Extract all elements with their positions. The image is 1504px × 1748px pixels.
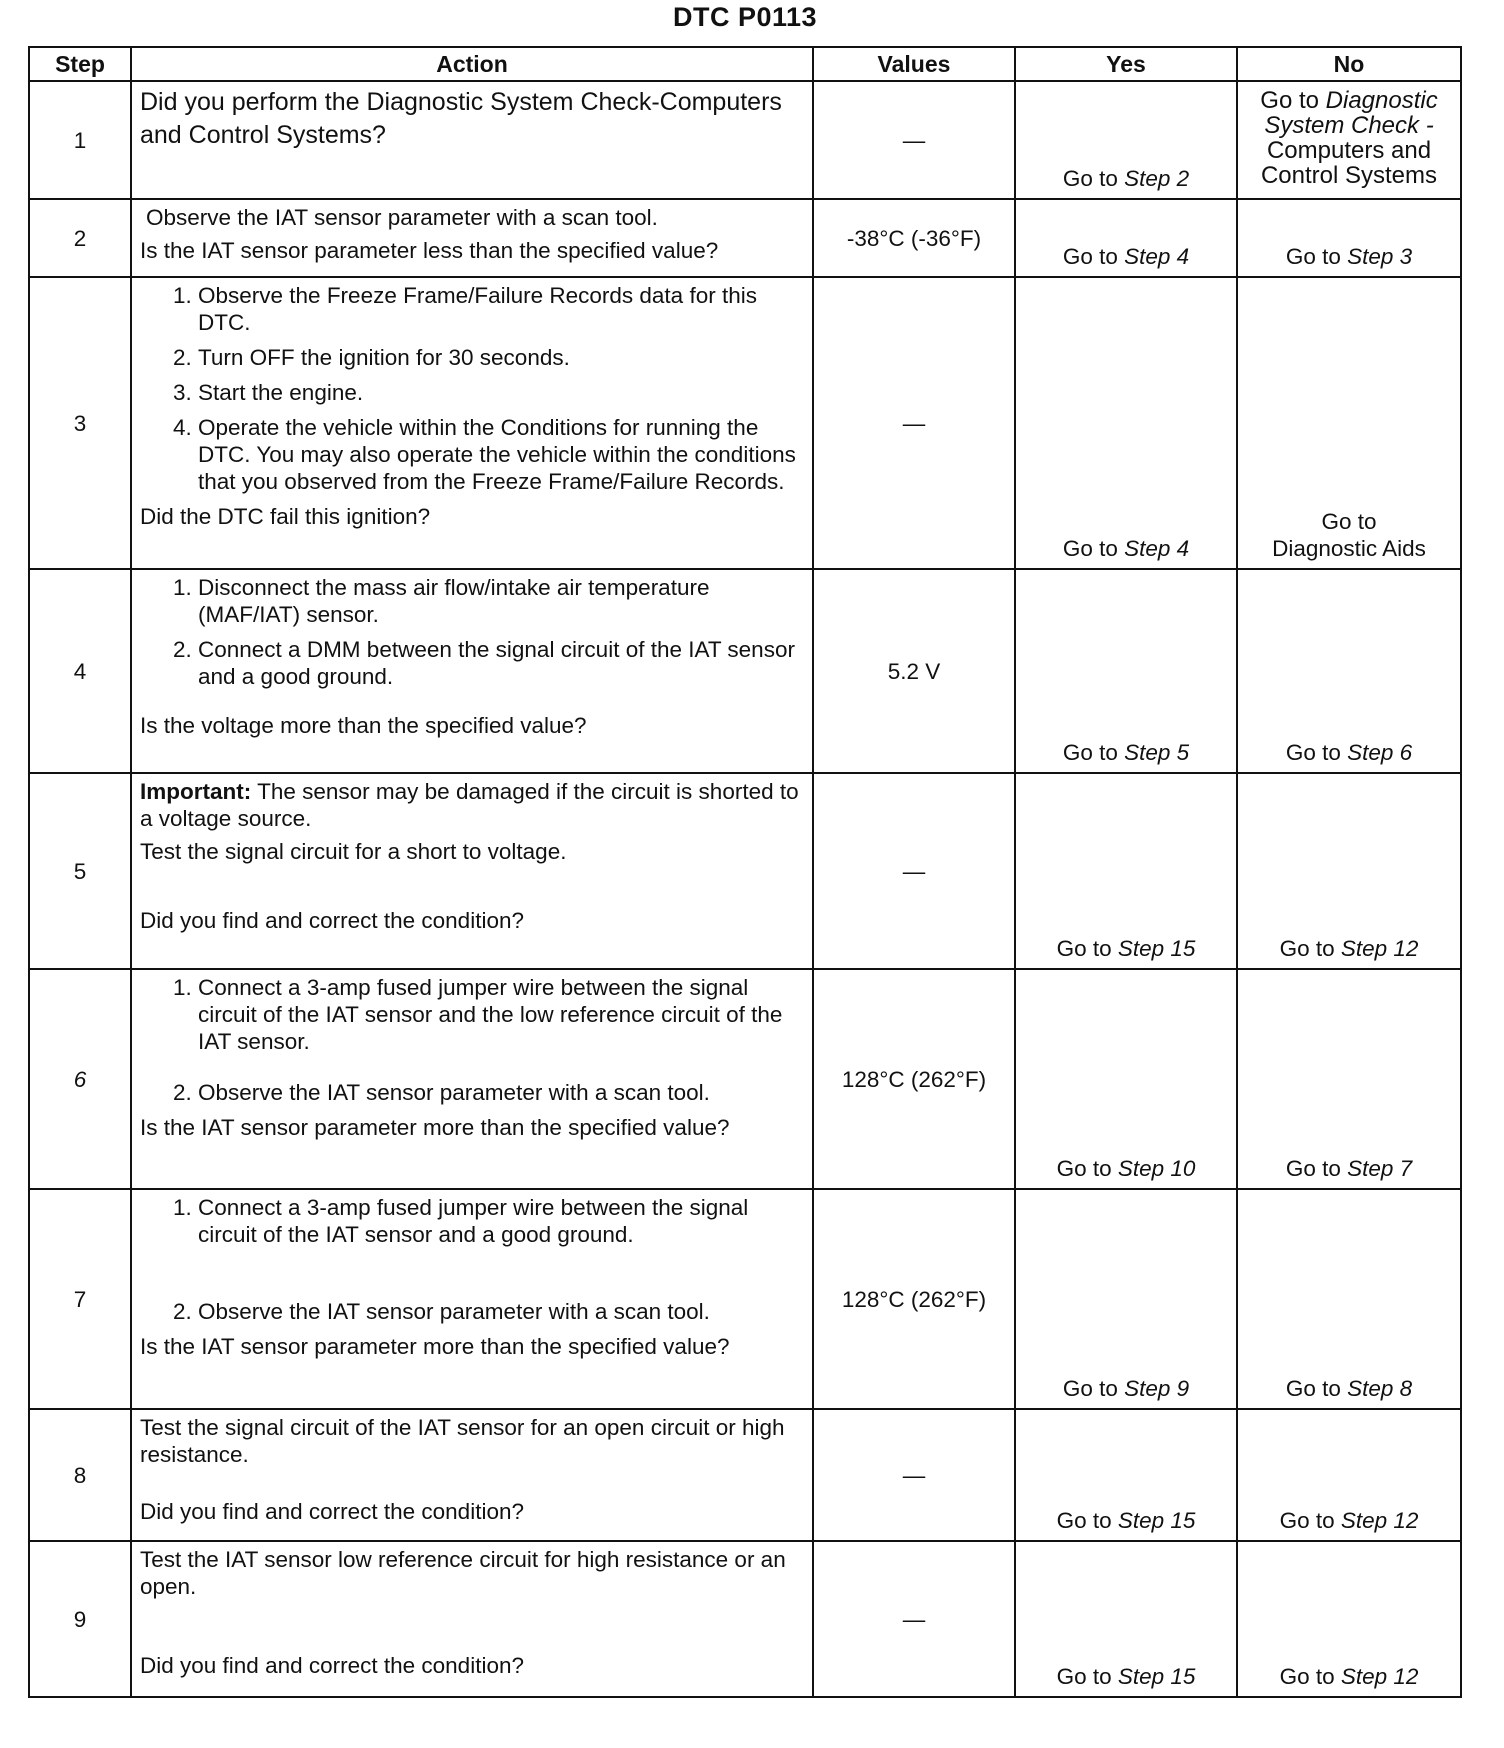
- action-question: Did you find and correct the condition?: [140, 908, 524, 933]
- yes-cell: [1015, 199, 1237, 277]
- list-item: 4. Operate the vehicle within the Conditions for running the DTC. You may also operate the vehicle within the conditions that you observed from the Freeze Frame/Failure Records.: [198, 414, 804, 495]
- step-number: 3: [29, 277, 131, 569]
- no-cell: [1237, 1541, 1461, 1697]
- no-cell: [1237, 569, 1461, 773]
- list-item: 1. Connect a 3-amp fused jumper wire between the signal circuit of the IAT sensor and a good ground.: [198, 1194, 804, 1248]
- step-number: 4: [29, 569, 131, 773]
- page-title: DTC P0113: [672, 2, 818, 32]
- list-item: 2. Connect a DMM between the signal circuit of the IAT sensor and a good ground.: [198, 636, 804, 690]
- go-to-label: Go to: [1056, 1508, 1112, 1533]
- go-to-label: Go to: [1321, 509, 1377, 534]
- no-step-link: Step 3: [1347, 244, 1413, 269]
- no-step-link: Step 6: [1347, 740, 1413, 765]
- action-steps-list: [140, 282, 804, 495]
- action-steps-list: [140, 574, 804, 690]
- diagnostic-table: [28, 46, 1462, 1698]
- header-step: Step: [29, 47, 131, 81]
- yes-cell: [1015, 1409, 1237, 1541]
- yes-cell: [1015, 569, 1237, 773]
- no-step-link: Step 12: [1340, 1508, 1419, 1533]
- action-question: Did you find and correct the condition?: [140, 1499, 524, 1524]
- important-text: The sensor may be damaged if the circuit is shorted to a voltage source.: [140, 779, 799, 831]
- list-item: 1. Observe the Freeze Frame/Failure Records data for this DTC.: [198, 282, 804, 336]
- yes-cell: [1015, 969, 1237, 1189]
- action-instruction: Test the signal circuit for a short to voltage.: [140, 839, 567, 864]
- action-question: Is the IAT sensor parameter more than the specified value?: [140, 1334, 730, 1359]
- yes-cell: [1015, 1541, 1237, 1697]
- table-row: [29, 773, 1461, 969]
- step-number: 7: [29, 1189, 131, 1409]
- no-step-link: Step 7: [1347, 1156, 1413, 1181]
- yes-step-link: Step 4: [1124, 536, 1190, 561]
- table-row: [29, 1409, 1461, 1541]
- yes-step-link: Step 15: [1117, 1508, 1196, 1533]
- important-label: Important:: [140, 779, 252, 804]
- go-to-label: Go to: [1062, 166, 1118, 191]
- step-number: 5: [29, 773, 131, 969]
- value-cell: -38°C (-36°F): [813, 199, 1015, 277]
- go-to-label: Go to: [1062, 536, 1118, 561]
- list-item: 3. Start the engine.: [198, 379, 804, 406]
- action-question: Did you find and correct the condition?: [140, 1653, 524, 1678]
- value-cell: 128°C (262°F): [813, 969, 1015, 1189]
- table-row: [29, 81, 1461, 199]
- action-cell: [131, 1189, 813, 1409]
- no-cell: [1237, 199, 1461, 277]
- value-cell: 128°C (262°F): [813, 1189, 1015, 1409]
- header-values: Values: [813, 47, 1015, 81]
- action-steps-list: [140, 1194, 804, 1325]
- step-number: 6: [29, 969, 131, 1189]
- go-to-label: Go to: [1260, 87, 1319, 114]
- action-cell: [131, 199, 813, 277]
- no-cell: [1237, 1189, 1461, 1409]
- action-question: Did you perform the Diagnostic System Check-Computers and Control Systems?: [140, 88, 782, 149]
- table-row: [29, 1541, 1461, 1697]
- action-steps-list: [140, 974, 804, 1106]
- go-to-label: Go to: [1062, 1376, 1118, 1401]
- header-no: No: [1237, 47, 1461, 81]
- go-to-label: Go to: [1279, 1664, 1335, 1689]
- no-target-text: Diagnostic Aids: [1272, 536, 1426, 561]
- yes-cell: [1015, 773, 1237, 969]
- no-cell: [1237, 277, 1461, 569]
- action-instruction: Observe the IAT sensor parameter with a scan tool.: [146, 205, 658, 230]
- list-item: 2. Observe the IAT sensor parameter with a scan tool.: [198, 1079, 804, 1106]
- list-item: 2. Observe the IAT sensor parameter with a scan tool.: [198, 1298, 804, 1325]
- no-cell: [1237, 773, 1461, 969]
- yes-cell: [1015, 1189, 1237, 1409]
- header-action: Action: [131, 47, 813, 81]
- action-cell: [131, 969, 813, 1189]
- value-cell: —: [813, 81, 1015, 199]
- no-target-link: Diagnostic System Check -: [1264, 87, 1438, 139]
- header-row: [29, 47, 1461, 81]
- action-question: Did the DTC fail this ignition?: [140, 504, 431, 529]
- action-cell: [131, 773, 813, 969]
- list-item: 1. Disconnect the mass air flow/intake air temperature (MAF/IAT) sensor.: [198, 574, 804, 628]
- step-number: 2: [29, 199, 131, 277]
- yes-step-link: Step 9: [1124, 1376, 1190, 1401]
- action-instruction: Test the IAT sensor low reference circuit for high resistance or an open.: [140, 1547, 786, 1599]
- yes-step-link: Step 10: [1117, 1156, 1196, 1181]
- yes-step-link: Step 4: [1124, 244, 1190, 269]
- go-to-label: Go to: [1279, 1508, 1335, 1533]
- action-cell: [131, 569, 813, 773]
- list-item: 2. Turn OFF the ignition for 30 seconds.: [198, 344, 804, 371]
- go-to-label: Go to: [1056, 1664, 1112, 1689]
- list-item: 1. Connect a 3-amp fused jumper wire between the signal circuit of the IAT sensor and the low reference circuit of the IAT sensor.: [198, 974, 804, 1055]
- step-number: 8: [29, 1409, 131, 1541]
- no-cell: [1237, 81, 1461, 199]
- value-cell: —: [813, 277, 1015, 569]
- no-target-text: Computers and Control Systems: [1260, 137, 1438, 189]
- go-to-label: Go to: [1062, 244, 1118, 269]
- action-cell: [131, 1409, 813, 1541]
- yes-step-link: Step 2: [1124, 166, 1190, 191]
- action-question: Is the IAT sensor parameter less than the specified value?: [140, 238, 719, 263]
- yes-step-link: Step 15: [1117, 1664, 1196, 1689]
- value-cell: —: [813, 1541, 1015, 1697]
- action-instruction: Test the signal circuit of the IAT sensor for an open circuit or high resistance.: [140, 1415, 785, 1467]
- no-cell: [1237, 969, 1461, 1189]
- go-to-label: Go to: [1285, 1376, 1341, 1401]
- value-cell: —: [813, 1409, 1015, 1541]
- action-cell: [131, 81, 813, 199]
- yes-cell: [1015, 277, 1237, 569]
- no-step-link: Step 8: [1347, 1376, 1413, 1401]
- table-row: [29, 1189, 1461, 1409]
- go-to-label: Go to: [1279, 936, 1335, 961]
- go-to-label: Go to: [1056, 1156, 1112, 1181]
- value-cell: —: [813, 773, 1015, 969]
- step-number: 9: [29, 1541, 131, 1697]
- header-yes: Yes: [1015, 47, 1237, 81]
- yes-cell: [1015, 81, 1237, 199]
- yes-step-link: Step 15: [1117, 936, 1196, 961]
- yes-step-link: Step 5: [1124, 740, 1190, 765]
- table-row: [29, 569, 1461, 773]
- action-cell: [131, 277, 813, 569]
- go-to-label: Go to: [1285, 244, 1341, 269]
- important-note: [140, 778, 804, 832]
- value-cell: 5.2 V: [813, 569, 1015, 773]
- go-to-label: Go to: [1062, 740, 1118, 765]
- no-cell: [1237, 1409, 1461, 1541]
- table-row: [29, 969, 1461, 1189]
- go-to-label: Go to: [1056, 936, 1112, 961]
- action-question: Is the voltage more than the specified value?: [140, 713, 587, 738]
- no-step-link: Step 12: [1340, 936, 1419, 961]
- action-cell: [131, 1541, 813, 1697]
- table-row: [29, 199, 1461, 277]
- step-number: 1: [29, 81, 131, 199]
- go-to-label: Go to: [1285, 1156, 1341, 1181]
- no-step-link: Step 12: [1340, 1664, 1419, 1689]
- table-row: [29, 277, 1461, 569]
- go-to-label: Go to: [1285, 740, 1341, 765]
- action-question: Is the IAT sensor parameter more than the specified value?: [140, 1115, 730, 1140]
